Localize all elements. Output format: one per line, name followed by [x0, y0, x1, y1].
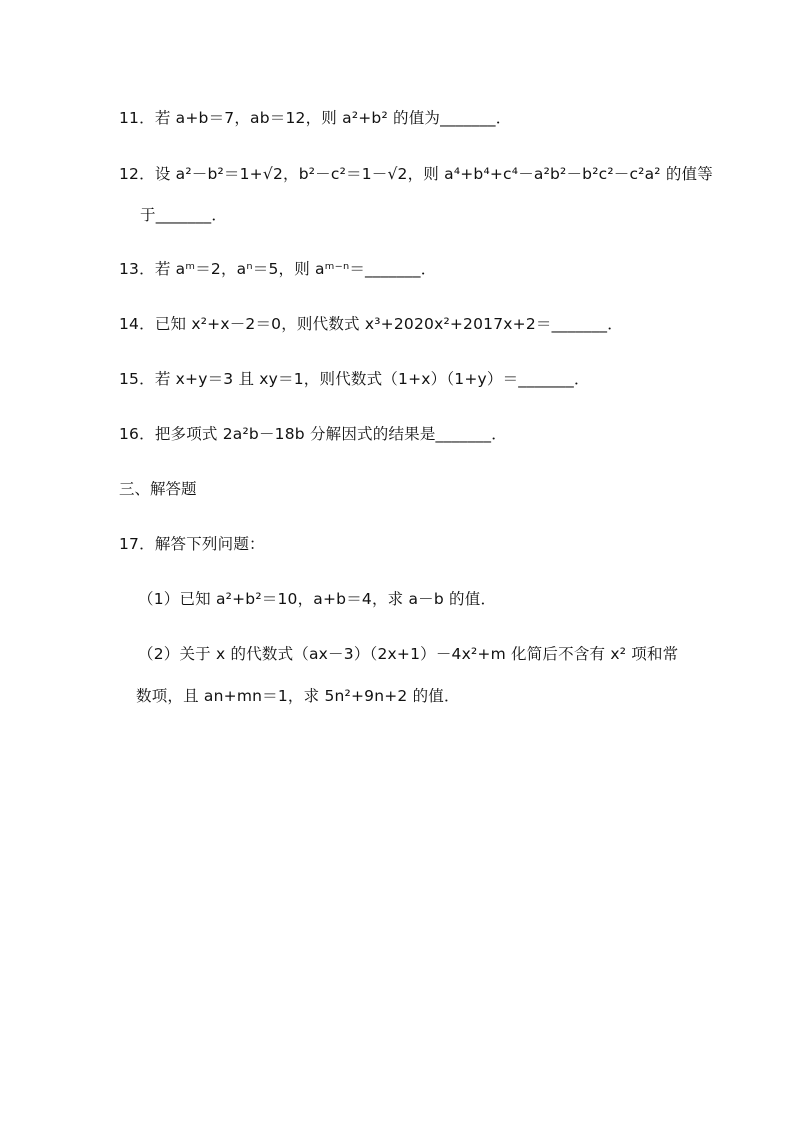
- problem-17-part-1: （1）已知 a²+b²＝10，a+b＝4，求 a－b 的值．: [138, 590, 497, 608]
- problem-14: 14．已知 x²+x－2＝0，则代数式 x³+2020x²+2017x+2＝_______．: [119, 315, 623, 333]
- problem-11: 11．若 a+b＝7，ab＝12，则 a²+b² 的值为_______．: [119, 109, 512, 127]
- problem-13: 13．若 aᵐ＝2，aⁿ＝5，则 aᵐ⁻ⁿ＝_______．: [119, 260, 437, 278]
- problem-17-part-2-line-1: （2）关于 x 的代数式（ax－3）（2x+1）－4x²+m 化简后不含有 x² 项和常: [138, 645, 679, 663]
- problem-16: 16．把多项式 2a²b－18b 分解因式的结果是_______．: [119, 425, 507, 443]
- problem-12-line-1: 12．设 a²－b²＝1+√2，b²－c²＝1－√2，则 a⁴+b⁴+c⁴－a²b²－b²c²－c²a² 的值等: [119, 165, 713, 183]
- problem-12-line-2: 于_______．: [140, 206, 228, 224]
- section-heading: 三、解答题: [119, 480, 197, 498]
- problem-17-part-2-line-2: 数项，且 an+mn＝1，求 5n²+9n+2 的值．: [136, 687, 460, 705]
- problem-17-title: 17．解答下列问题：: [119, 535, 265, 553]
- problem-15: 15．若 x+y＝3 且 xy＝1，则代数式（1+x）（1+y）＝_______．: [119, 370, 590, 388]
